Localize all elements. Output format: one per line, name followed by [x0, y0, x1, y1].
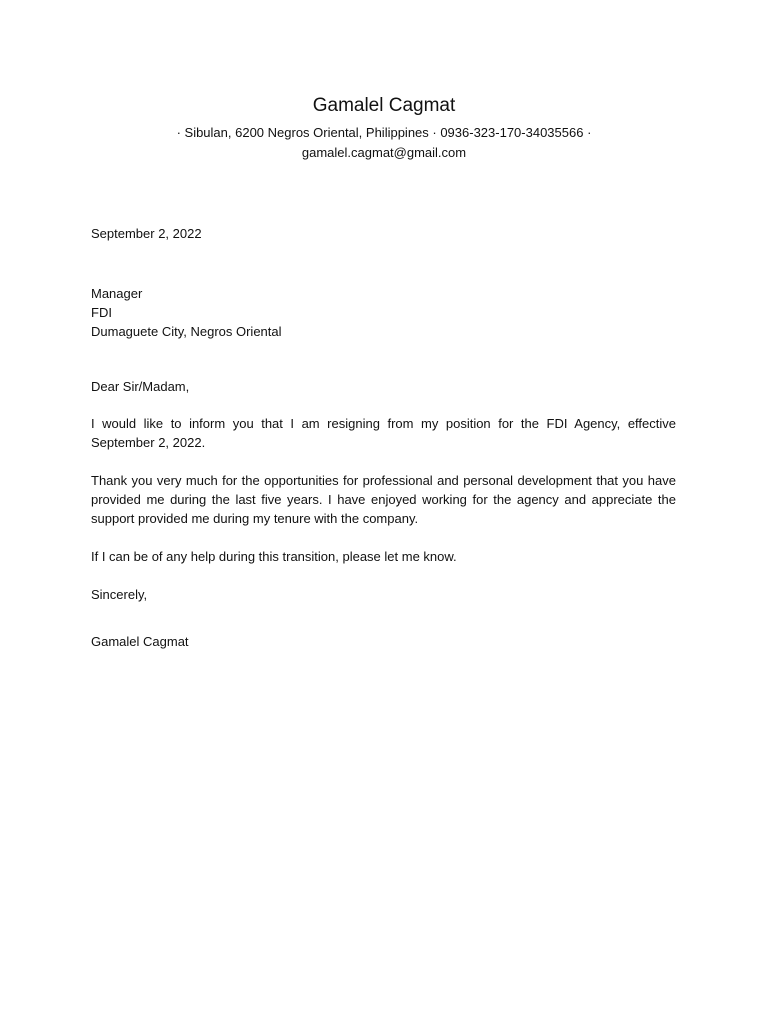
- paragraph-resignation: I would like to inform you that I am resigning from my position for the FDI Agency, effective September 2, 2022.: [91, 416, 676, 450]
- sender-contact-line: · Sibulan, 6200 Negros Oriental, Philippines · 0936-323-170-34035566 ·: [176, 125, 592, 140]
- letter-date: September 2, 2022: [91, 226, 202, 241]
- salutation: Dear Sir/Madam,: [91, 379, 190, 394]
- recipient-title: Manager: [91, 286, 143, 301]
- recipient-block: [91, 284, 676, 341]
- recipient-company: FDI: [91, 305, 112, 320]
- sender-name: Gamalel Cagmat: [312, 95, 456, 116]
- paragraph-thanks: Thank you very much for the opportunities for professional and personal development that you have provided me during the last five years. I have enjoyed working for the agency and appreciate the support provided me during my tenure with the company.: [91, 473, 676, 526]
- signature-name: Gamalel Cagmat: [91, 634, 189, 649]
- recipient-address: Dumaguete City, Negros Oriental: [91, 324, 282, 339]
- letter-header: [0, 93, 768, 162]
- sender-email: gamalel.cagmat@gmail.com: [301, 145, 467, 160]
- closing: Sincerely,: [91, 587, 148, 602]
- paragraph-transition: If I can be of any help during this transition, please let me know.: [91, 549, 457, 564]
